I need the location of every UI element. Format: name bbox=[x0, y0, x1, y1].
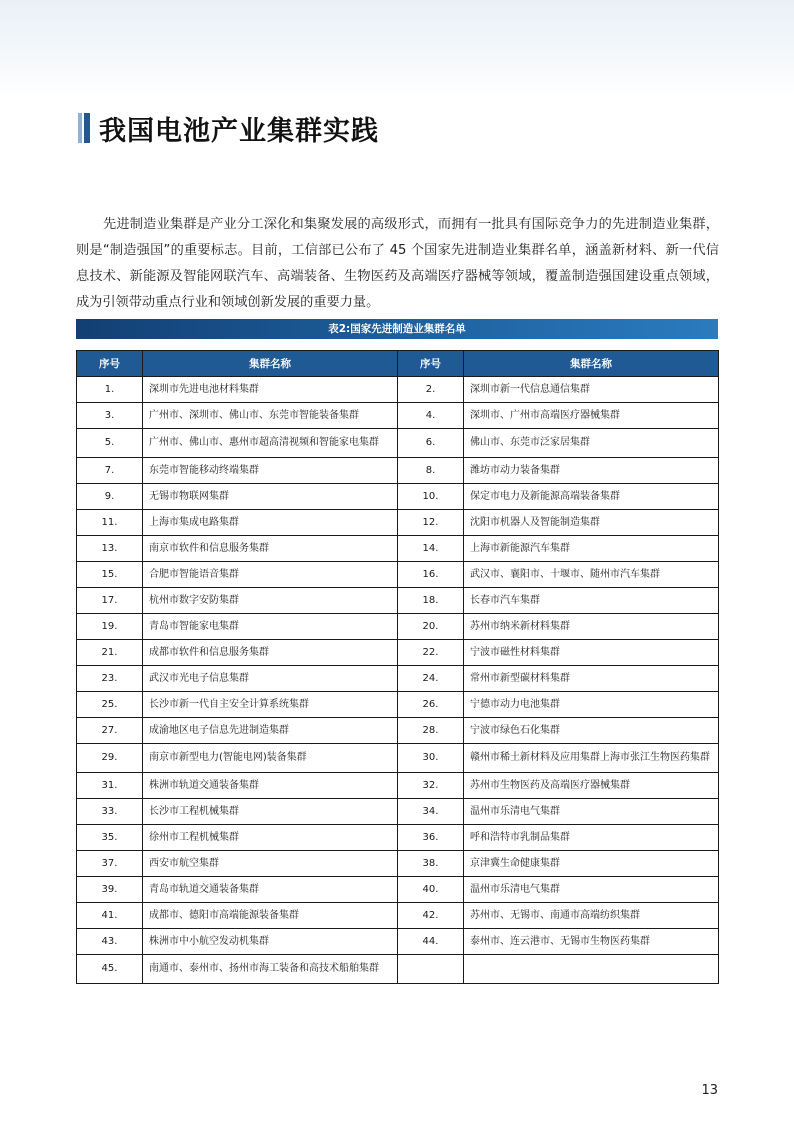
cell-cluster-name bbox=[464, 955, 719, 984]
cell-cluster-name: 佛山市、东莞市泛家居集群 bbox=[464, 429, 719, 458]
table-row bbox=[77, 825, 719, 851]
cell-cluster-name: 南京市软件和信息服务集群 bbox=[143, 536, 398, 562]
cell-number: 40. bbox=[398, 877, 464, 903]
table-row bbox=[77, 588, 719, 614]
intro-paragraph: 先进制造业集群是产业分工深化和集聚发展的高级形式，而拥有一批具有国际竞争力的先进制造业集群，则是“制造强国”的重要标志。目前，工信部已公布了 45 个国家先进制造业集群名单，涵盖新材料、新一代信息技术、新能源及智能网联汽车、高端装备、生物医药及高端医疗器械等领域，覆盖制造强国建设重点领域，成为引领带动重点行业和领域创新发展的重要力量。 bbox=[76, 217, 719, 311]
cell-cluster-name: 保定市电力及新能源高端装备集群 bbox=[464, 484, 719, 510]
cell-number: 15. bbox=[77, 562, 143, 588]
heading-accent-bar bbox=[78, 113, 90, 143]
cell-cluster-name: 温州市乐清电气集群 bbox=[464, 877, 719, 903]
cell-cluster-name: 武汉市、襄阳市、十堰市、随州市汽车集群 bbox=[464, 562, 719, 588]
table-header-row bbox=[77, 351, 719, 377]
cell-number: 29. bbox=[77, 744, 143, 773]
table-row bbox=[77, 955, 719, 984]
cell-cluster-name: 宁波市绿色石化集群 bbox=[464, 718, 719, 744]
cell-number: 38. bbox=[398, 851, 464, 877]
table-row bbox=[77, 403, 719, 429]
cell-cluster-name: 南通市、泰州市、扬州市海工装备和高技术船舶集群 bbox=[143, 955, 398, 984]
table-row bbox=[77, 458, 719, 484]
cell-number: 9. bbox=[77, 484, 143, 510]
column-header-no: 序号 bbox=[77, 351, 143, 377]
table-row bbox=[77, 744, 719, 773]
cell-cluster-name: 青岛市轨道交通装备集群 bbox=[143, 877, 398, 903]
cell-number: 36. bbox=[398, 825, 464, 851]
table-row bbox=[77, 929, 719, 955]
cell-cluster-name: 广州市、深圳市、佛山市、东莞市智能装备集群 bbox=[143, 403, 398, 429]
cell-cluster-name: 成都市、德阳市高端能源装备集群 bbox=[143, 903, 398, 929]
cell-cluster-name: 株洲市轨道交通装备集群 bbox=[143, 773, 398, 799]
cell-cluster-name: 苏州市、无锡市、南通市高端纺织集群 bbox=[464, 903, 719, 929]
table-row bbox=[77, 510, 719, 536]
cell-cluster-name: 深圳市先进电池材料集群 bbox=[143, 377, 398, 403]
table-row bbox=[77, 718, 719, 744]
cell-number: 37. bbox=[77, 851, 143, 877]
cell-number: 35. bbox=[77, 825, 143, 851]
cell-number: 25. bbox=[77, 692, 143, 718]
table-caption: 表2:国家先进制造业集群名单 bbox=[76, 319, 718, 339]
cell-cluster-name: 长沙市新一代自主安全计算系统集群 bbox=[143, 692, 398, 718]
cell-cluster-name: 潍坊市动力装备集群 bbox=[464, 458, 719, 484]
cell-number: 39. bbox=[77, 877, 143, 903]
cell-cluster-name: 深圳市新一代信息通信集群 bbox=[464, 377, 719, 403]
table-row bbox=[77, 536, 719, 562]
cell-cluster-name: 西安市航空集群 bbox=[143, 851, 398, 877]
cell-number: 6. bbox=[398, 429, 464, 458]
cell-number: 14. bbox=[398, 536, 464, 562]
cell-number: 22. bbox=[398, 640, 464, 666]
cell-cluster-name: 常州市新型碳材料集群 bbox=[464, 666, 719, 692]
header-band bbox=[0, 0, 794, 95]
cell-number: 17. bbox=[77, 588, 143, 614]
cell-number: 45. bbox=[77, 955, 143, 984]
cell-number: 31. bbox=[77, 773, 143, 799]
cluster-table bbox=[76, 350, 719, 984]
cell-cluster-name: 苏州市纳米新材料集群 bbox=[464, 614, 719, 640]
cell-number: 28. bbox=[398, 718, 464, 744]
cell-cluster-name: 宁波市磁性材料集群 bbox=[464, 640, 719, 666]
section-heading bbox=[78, 110, 379, 146]
cell-number: 5. bbox=[77, 429, 143, 458]
cell-cluster-name: 株洲市中小航空发动机集群 bbox=[143, 929, 398, 955]
table-row bbox=[77, 851, 719, 877]
column-header-no: 序号 bbox=[398, 351, 464, 377]
column-header-name: 集群名称 bbox=[143, 351, 398, 377]
cell-cluster-name: 无锡市物联网集群 bbox=[143, 484, 398, 510]
cell-cluster-name: 徐州市工程机械集群 bbox=[143, 825, 398, 851]
table-row bbox=[77, 903, 719, 929]
cell-cluster-name: 青岛市智能家电集群 bbox=[143, 614, 398, 640]
cell-number: 13. bbox=[77, 536, 143, 562]
cell-cluster-name: 长沙市工程机械集群 bbox=[143, 799, 398, 825]
table-row bbox=[77, 562, 719, 588]
table-row bbox=[77, 877, 719, 903]
cell-cluster-name: 长春市汽车集群 bbox=[464, 588, 719, 614]
cell-cluster-name: 合肥市智能语音集群 bbox=[143, 562, 398, 588]
cell-cluster-name: 成都市软件和信息服务集群 bbox=[143, 640, 398, 666]
cell-number: 4. bbox=[398, 403, 464, 429]
cell-cluster-name: 泰州市、连云港市、无锡市生物医药集群 bbox=[464, 929, 719, 955]
cell-number: 23. bbox=[77, 666, 143, 692]
cell-cluster-name: 南京市新型电力(智能电网)装备集群 bbox=[143, 744, 398, 773]
cell-cluster-name: 武汉市光电子信息集群 bbox=[143, 666, 398, 692]
cell-number: 30. bbox=[398, 744, 464, 773]
table-row bbox=[77, 484, 719, 510]
cell-cluster-name: 呼和浩特市乳制品集群 bbox=[464, 825, 719, 851]
cell-number: 33. bbox=[77, 799, 143, 825]
page-number: 13 bbox=[701, 1083, 718, 1098]
table-row bbox=[77, 377, 719, 403]
cell-cluster-name: 温州市乐清电气集群 bbox=[464, 799, 719, 825]
cell-number: 7. bbox=[77, 458, 143, 484]
cell-number: 3. bbox=[77, 403, 143, 429]
cell-number: 43. bbox=[77, 929, 143, 955]
cell-number: 41. bbox=[77, 903, 143, 929]
cell-cluster-name: 上海市新能源汽车集群 bbox=[464, 536, 719, 562]
table-row bbox=[77, 799, 719, 825]
table-row bbox=[77, 429, 719, 458]
cell-number: 8. bbox=[398, 458, 464, 484]
page-title: 我国电池产业集群实践 bbox=[99, 115, 379, 147]
cell-number: 32. bbox=[398, 773, 464, 799]
cell-number: 2. bbox=[398, 377, 464, 403]
cell-number: 11. bbox=[77, 510, 143, 536]
cell-number: 21. bbox=[77, 640, 143, 666]
cell-number bbox=[398, 955, 464, 984]
cell-cluster-name: 成渝地区电子信息先进制造集群 bbox=[143, 718, 398, 744]
table-row bbox=[77, 614, 719, 640]
cell-number: 42. bbox=[398, 903, 464, 929]
cell-number: 19. bbox=[77, 614, 143, 640]
cell-cluster-name: 深圳市、广州市高端医疗器械集群 bbox=[464, 403, 719, 429]
cell-cluster-name: 赣州市稀土新材料及应用集群上海市张江生物医药集群 bbox=[464, 744, 719, 773]
cell-number: 24. bbox=[398, 666, 464, 692]
cell-cluster-name: 广州市、佛山市、惠州市超高清视频和智能家电集群 bbox=[143, 429, 398, 458]
cell-cluster-name: 苏州市生物医药及高端医疗器械集群 bbox=[464, 773, 719, 799]
column-header-name: 集群名称 bbox=[464, 351, 719, 377]
cell-cluster-name: 上海市集成电路集群 bbox=[143, 510, 398, 536]
cell-number: 10. bbox=[398, 484, 464, 510]
cell-number: 27. bbox=[77, 718, 143, 744]
cell-cluster-name: 杭州市数字安防集群 bbox=[143, 588, 398, 614]
cell-number: 20. bbox=[398, 614, 464, 640]
cell-number: 18. bbox=[398, 588, 464, 614]
table-row bbox=[77, 640, 719, 666]
table-row bbox=[77, 692, 719, 718]
cell-cluster-name: 沈阳市机器人及智能制造集群 bbox=[464, 510, 719, 536]
cell-number: 44. bbox=[398, 929, 464, 955]
cell-number: 16. bbox=[398, 562, 464, 588]
cell-number: 26. bbox=[398, 692, 464, 718]
cell-cluster-name: 宁德市动力电池集群 bbox=[464, 692, 719, 718]
table-row bbox=[77, 773, 719, 799]
cell-cluster-name: 京津冀生命健康集群 bbox=[464, 851, 719, 877]
cell-number: 34. bbox=[398, 799, 464, 825]
cell-number: 1. bbox=[77, 377, 143, 403]
table-row bbox=[77, 666, 719, 692]
cell-number: 12. bbox=[398, 510, 464, 536]
cell-cluster-name: 东莞市智能移动终端集群 bbox=[143, 458, 398, 484]
